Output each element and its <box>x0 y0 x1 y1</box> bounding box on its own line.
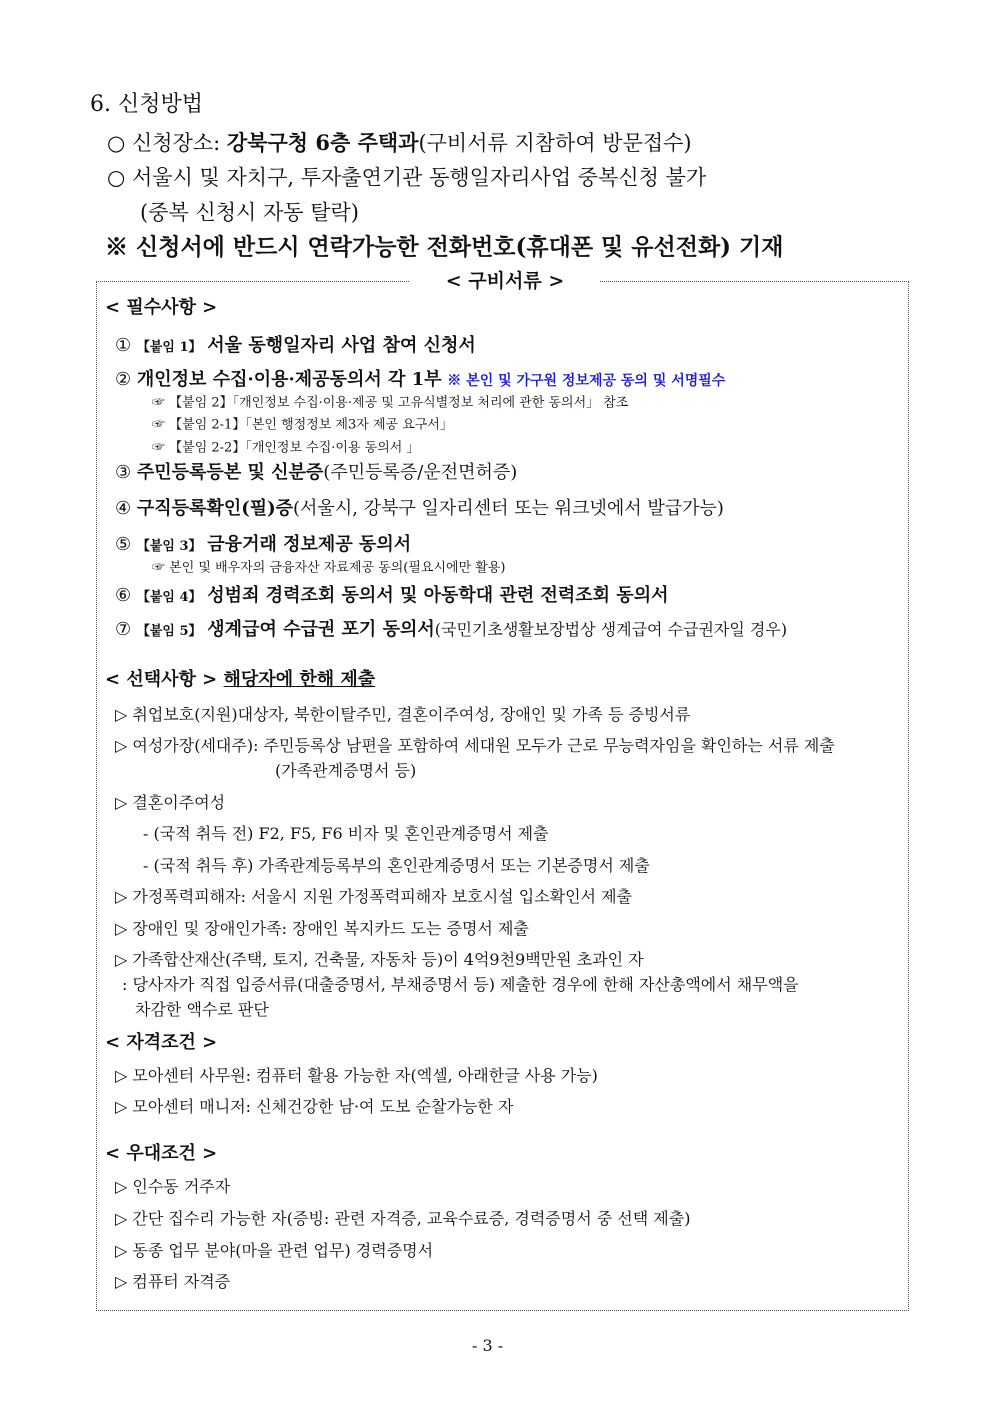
bullet-text: 서울시 및 자치구, 투자출연기관 동행일자리사업 중복신청 불가 <box>132 165 707 190</box>
num: ④ <box>115 498 132 519</box>
page-number: - 3 - <box>472 1336 504 1355</box>
title: 금융거래 정보제공 동의서 <box>207 534 412 555</box>
required-item <box>115 500 724 518</box>
title: 생계급여 수급권 포기 동의서 <box>207 619 435 640</box>
title: 서울 동행일자리 사업 참여 신청서 <box>207 335 476 356</box>
optional-line: (가족관계증명서 등) <box>275 761 417 780</box>
title: 성범죄 경력조회 동의서 및 아동학대 관련 전력조회 동의서 <box>207 585 669 606</box>
optional-line: - (국적 취득 후) 가족관계등록부의 혼인관계증명서 또는 기본증명서 제출 <box>143 856 650 875</box>
num: ① <box>115 335 132 356</box>
optional-line: ▷ 여성가장(세대주): 주민등록상 남편을 포함하여 세대원 모두가 근로 무능력자임을 확인하는 서류 제출 <box>115 736 835 755</box>
num: ⑦ <box>115 619 132 640</box>
optional-line: 차감한 액수로 판단 <box>135 1000 269 1019</box>
heading: < 선택사항 > <box>105 669 218 690</box>
preference-heading: < 우대조건 > <box>105 1143 218 1164</box>
location: 강북구청 6층 주택과 <box>226 130 419 155</box>
required-heading: < 필수사항 > <box>105 297 218 318</box>
qualification-heading: < 자격조건 > <box>105 1032 218 1053</box>
required-item <box>115 371 725 389</box>
box-title: < 구비서류 > <box>410 268 600 294</box>
optional-line: ▷ 취업보호(지원)대상자, 북한이탈주민, 결혼이주여성, 장애인 및 가족 등 증빙서류 <box>115 705 691 724</box>
sub-item: ☞ 【붙임 2-1】「본인 행정정보 제3자 제공 요구서」 <box>152 417 453 433</box>
required-item <box>115 621 787 639</box>
required-item <box>115 337 476 355</box>
tag: 【붙임 4】 <box>136 590 202 605</box>
preference-line: ▷ 간단 집수리 가능한 자(증빙: 관련 자격증, 교육수료증, 경력증명서 중 선택 제출) <box>115 1209 691 1228</box>
sub-item: ☞ 【붙임 2-2】「개인정보 수집·이용 동의서 」 <box>152 440 420 456</box>
tag: 【붙임 5】 <box>136 624 202 639</box>
optional-line: ▷ 결혼이주여성 <box>115 793 226 812</box>
num: ② <box>115 369 132 390</box>
sub-item: ☞ 【붙임 2】「개인정보 수집·이용·제공 및 고유식별정보 처리에 관한 동의서」 참조 <box>152 395 629 411</box>
rest: (서울시, 강북구 일자리센터 또는 워크넷에서 발급가능) <box>293 498 724 519</box>
title: 개인정보 수집·이용·제공동의서 각 1부 <box>136 369 442 390</box>
section-title: 6. 신청방법 <box>90 92 203 117</box>
subheading: 해당자에 한해 제출 <box>223 669 376 690</box>
tag: 【붙임 3】 <box>136 539 202 554</box>
num: ⑥ <box>115 585 132 606</box>
label: 신청장소: <box>132 131 227 155</box>
location-note: (구비서류 지참하여 방문접수) <box>418 131 692 155</box>
required-item <box>115 536 411 554</box>
optional-line: ▷ 장애인 및 장애인가족: 장애인 복지카드 도는 증명서 제출 <box>115 919 529 938</box>
note: ※ 본인 및 가구원 정보제공 동의 및 서명필수 <box>447 373 726 389</box>
optional-line: ▷ 가족합산재산(주택, 토지, 건축물, 자동차 등)이 4억9천9백만원 초과인 자 <box>115 950 644 969</box>
bullet-marker: ○ <box>107 165 126 190</box>
rest: (주민등록증/운전면허증) <box>323 462 518 483</box>
required-item <box>115 464 517 482</box>
preference-line: ▷ 인수동 거주자 <box>115 1177 231 1196</box>
bullet-continuation: (중복 신청시 자동 탈락) <box>140 200 359 225</box>
preference-line: ▷ 컴퓨터 자격증 <box>115 1272 231 1291</box>
tag: 【붙임 1】 <box>136 340 202 355</box>
num: ⑤ <box>115 534 132 555</box>
optional-heading <box>105 671 375 689</box>
bullet-location <box>107 132 692 154</box>
notice: ※ 신청서에 반드시 연락가능한 전화번호(휴대폰 및 유선전화) 기재 <box>105 233 784 261</box>
preference-line: ▷ 동종 업무 분야(마을 관련 업무) 경력증명서 <box>115 1241 434 1260</box>
title: 구직등록확인(필)증 <box>136 498 294 519</box>
title: 주민등록등본 및 신분증 <box>136 462 324 483</box>
required-item <box>115 587 668 605</box>
optional-line: ▷ 가정폭력피해자: 서울시 지원 가정폭력피해자 보호시설 입소확인서 제출 <box>115 887 632 906</box>
num: ③ <box>115 462 132 483</box>
optional-line: - (국적 취득 전) F2, F5, F6 비자 및 혼인관계증명서 제출 <box>143 824 549 843</box>
bullet-marker: ○ <box>107 131 126 155</box>
rest: (국민기초생활보장법상 생계급여 수급권자일 경우) <box>434 620 788 639</box>
bullet-duplicate <box>107 165 707 190</box>
sub-item: ☞ 본인 및 배우자의 금융자산 자료제공 동의(필요시에만 활용) <box>152 560 506 576</box>
qualification-line: ▷ 모아센터 매니저: 신체건강한 남·여 도보 순찰가능한 자 <box>115 1097 514 1116</box>
qualification-line: ▷ 모아센터 사무원: 컴퓨터 활용 가능한 자(엑셀, 아래한글 사용 가능) <box>115 1066 598 1085</box>
optional-line: : 당사자가 직접 입증서류(대출증명서, 부채증명서 등) 제출한 경우에 한해 자산총액에서 채무액을 <box>122 975 799 994</box>
